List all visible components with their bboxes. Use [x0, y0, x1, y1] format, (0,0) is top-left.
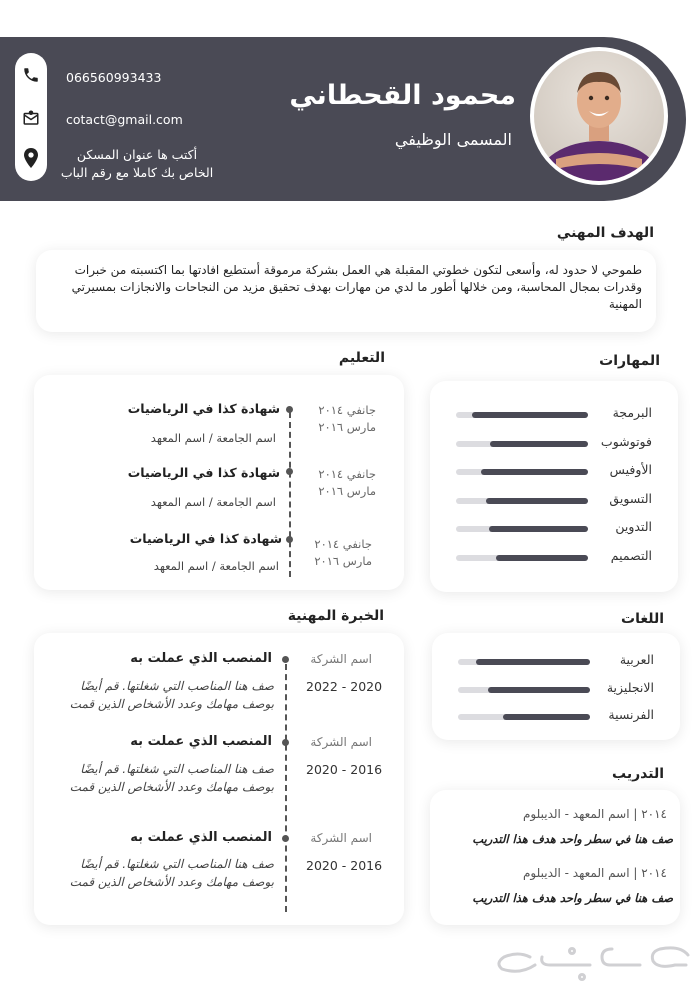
- skill-row: [432, 680, 672, 700]
- experience-years: 2020 - 2016: [306, 858, 383, 873]
- skill-label: الفرنسية: [608, 707, 654, 722]
- skill-level-track: [458, 714, 590, 720]
- training-heading: التدريب: [612, 766, 664, 782]
- training-item-head: ٢٠١٤ | اسم المعهد - الديبلوم: [523, 807, 667, 821]
- skill-level-fill: [481, 469, 588, 475]
- skill-level-fill: [486, 498, 588, 504]
- skill-level-fill: [476, 659, 590, 665]
- training-item-desc: صف هنا في سطر واحد هدف هذا التدريب: [472, 891, 673, 905]
- skill-row: [432, 707, 672, 727]
- skill-label: العربية: [619, 652, 654, 667]
- profile-photo: [534, 51, 664, 181]
- skill-row: [430, 462, 670, 482]
- education-date-to: مارس ٢٠١٦: [318, 420, 376, 434]
- timeline-dot: [282, 739, 289, 746]
- objective-heading: الهدف المهني: [556, 225, 654, 241]
- skill-row: [432, 652, 672, 672]
- skill-level-track: [456, 526, 588, 532]
- experience-heading: الخبرة المهنية: [287, 608, 384, 624]
- experience-timeline-line: [285, 664, 287, 912]
- skill-row: [430, 491, 670, 511]
- skill-level-fill: [490, 441, 588, 447]
- skill-label: الأوفيس: [609, 462, 652, 477]
- experience-position: المنصب الذي عملت به: [130, 830, 272, 845]
- skill-label: التسويق: [609, 490, 652, 506]
- experience-position: المنصب الذي عملت به: [130, 651, 272, 666]
- education-timeline-line: [289, 412, 291, 577]
- education-date-to: مارس ٢٠١٦: [318, 484, 376, 498]
- timeline-dot: [282, 656, 289, 663]
- education-institution: اسم الجامعة / اسم المعهد: [150, 431, 276, 445]
- contact-icons-pill: [15, 53, 47, 181]
- experience-description: صف هنا المناصب التي شغلتها. قم أيضًا بوصف مهامك وعدد الأشخاص الذين قمت: [69, 857, 274, 889]
- experience-years: 2020 - 2016: [306, 762, 383, 777]
- skills-heading: المهارات: [599, 353, 660, 369]
- experience-description: صف هنا المناصب التي شغلتها. قم أيضًا بوصف مهامك وعدد الأشخاص الذين قمت: [69, 679, 274, 711]
- experience-years: 2022 - 2020: [306, 679, 383, 694]
- skill-level-fill: [489, 526, 588, 532]
- skill-level-fill: [496, 555, 588, 561]
- mail-icon: [22, 109, 40, 127]
- haraj-watermark-logo: [490, 935, 695, 985]
- timeline-dot: [286, 468, 293, 475]
- email-address[interactable]: cotact@gmail.com: [66, 112, 183, 127]
- experience-company: اسم الشركة: [310, 652, 372, 666]
- skill-level-track: [458, 687, 590, 693]
- education-title: شهادة كذا في الرياضيات: [127, 465, 280, 480]
- experience-company: اسم الشركة: [310, 831, 372, 845]
- skill-level-track: [456, 412, 588, 418]
- skill-level-fill: [488, 687, 590, 693]
- skill-level-track: [456, 441, 588, 447]
- education-title: شهادة كذا في الرياضيات: [127, 401, 280, 416]
- skill-level-track: [456, 469, 588, 475]
- skill-row: [430, 434, 670, 454]
- phone-icon: [22, 66, 40, 84]
- skill-label: فوتوشوب: [600, 433, 652, 449]
- skill-row: [430, 519, 670, 539]
- profile-photo-frame: [530, 47, 668, 185]
- languages-card: [432, 633, 680, 740]
- objective-text: طموحي لا حدود له، وأسعى لتكون خطوتي المقبلة هي العمل بشركة مرموقة أستطيع افادتها بما اكتسبته من خبرات وقدرات بمجال المحاسبة، ومن خلالها أطور ما لدي من مهارات بهدف تحقيق مزيد من النجاحات والانجازات بمسيرتي المهنية: [71, 263, 642, 311]
- skill-label: الانجليزية: [606, 679, 654, 695]
- timeline-dot: [282, 835, 289, 842]
- timeline-dot: [286, 406, 293, 413]
- languages-heading: اللغات: [621, 611, 664, 627]
- location-pin-icon: [23, 148, 39, 168]
- skill-label: التدوين: [615, 519, 652, 534]
- phone-number[interactable]: 066560993433: [66, 70, 162, 85]
- skill-level-fill: [503, 714, 590, 720]
- skill-level-track: [456, 498, 588, 504]
- candidate-name: محمود القحطاني: [289, 80, 516, 111]
- education-institution: اسم الجامعة / اسم المعهد: [150, 495, 276, 509]
- home-address: أكتب ها عنوان المسكن الخاص بك كاملا مع رقم الباب: [60, 147, 214, 180]
- education-date-from: جانفي ٢٠١٤: [318, 403, 376, 417]
- education-title: شهادة كذا في الرياضيات: [129, 531, 282, 546]
- skill-label: التصميم: [610, 547, 652, 563]
- timeline-dot: [286, 536, 293, 543]
- education-date-from: جانفي ٢٠١٤: [314, 537, 372, 551]
- skill-level-track: [458, 659, 590, 665]
- skills-card: [430, 381, 678, 592]
- person-illustration: [534, 51, 664, 181]
- education-date-from: جانفي ٢٠١٤: [318, 467, 376, 481]
- education-institution: اسم الجامعة / اسم المعهد: [153, 559, 279, 573]
- skill-label: البرمجة: [612, 405, 652, 420]
- experience-description: صف هنا المناصب التي شغلتها. قم أيضًا بوصف مهامك وعدد الأشخاص الذين قمت: [69, 762, 274, 794]
- education-heading: التعليم: [338, 350, 385, 366]
- experience-position: المنصب الذي عملت به: [130, 734, 272, 749]
- skill-level-fill: [472, 412, 588, 418]
- education-date-to: مارس ٢٠١٦: [314, 554, 372, 568]
- skill-row: [430, 548, 670, 568]
- training-item-desc: صف هنا في سطر واحد هدف هذا التدريب: [472, 832, 673, 846]
- experience-company: اسم الشركة: [310, 735, 372, 749]
- job-title: المسمى الوظيفي: [394, 130, 512, 149]
- training-item-head: ٢٠١٤ | اسم المعهد - الديبلوم: [523, 866, 667, 880]
- skill-level-track: [456, 555, 588, 561]
- skill-row: [430, 405, 670, 425]
